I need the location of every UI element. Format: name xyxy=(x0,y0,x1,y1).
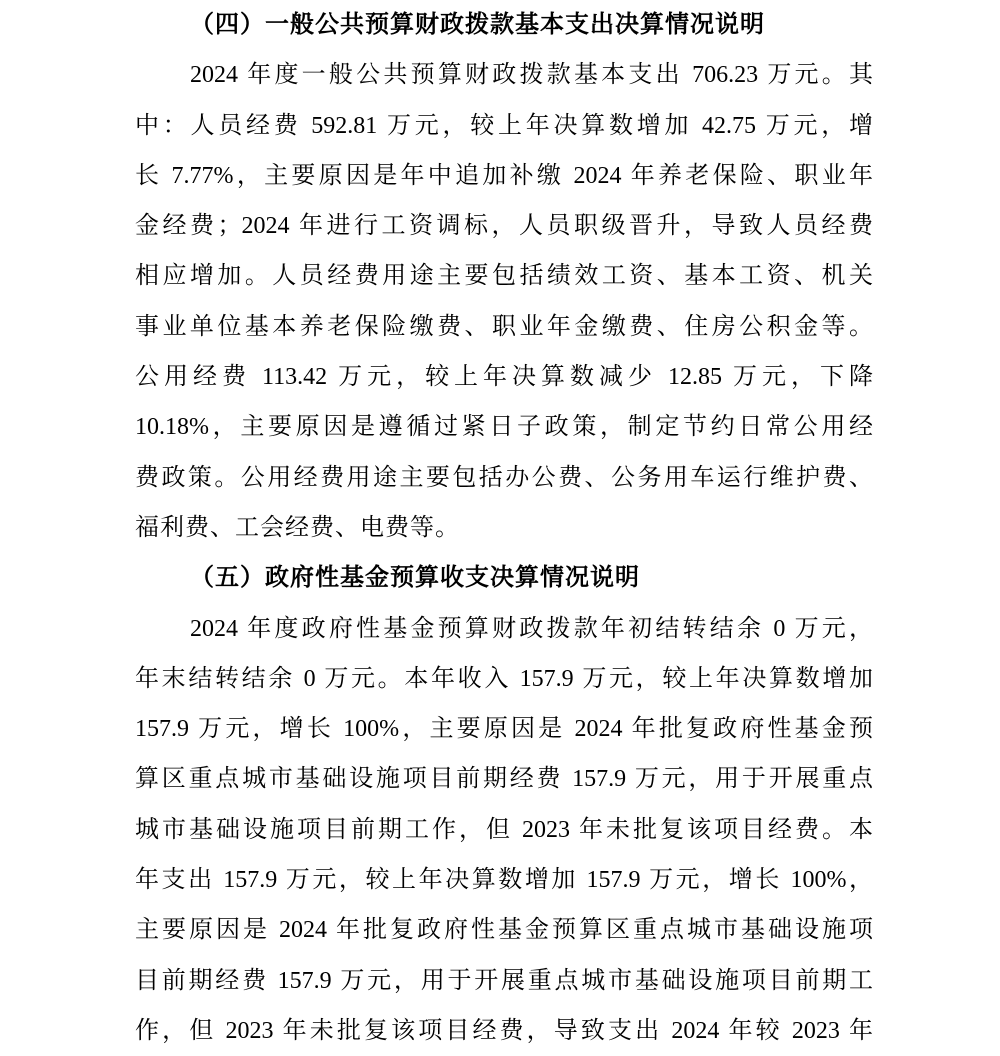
document-line: 事业单位基本养老保险缴费、职业年金缴费、住房公积金等。 xyxy=(135,313,873,340)
document-line: 中：人员经费 592.81 万元，较上年决算数增加 42.75 万元，增 xyxy=(135,112,873,139)
document-line: 金经费；2024 年进行工资调标，人员职级晋升，导致人员经费 xyxy=(135,213,873,240)
document-line: 主要原因是 2024 年批复政府性基金预算区重点城市基础设施项 xyxy=(135,917,873,944)
document-line: 10.18%，主要原因是遵循过紧日子政策，制定节约日常公用经 xyxy=(135,414,873,441)
document-line: 157.9 万元，增长 100%，主要原因是 2024 年批复政府性基金预 xyxy=(135,716,873,743)
document-line: 长 7.77%，主要原因是年中追加补缴 2024 年养老保险、职业年 xyxy=(135,162,873,189)
document-line: 福利费、工会经费、电费等。 xyxy=(135,514,460,541)
document-line: 作，但 2023 年未批复该项目经费，导致支出 2024 年较 2023 年 xyxy=(135,1017,873,1044)
document-line: 相应增加。人员经费用途主要包括绩效工资、基本工资、机关 xyxy=(135,263,873,290)
document-line: 年支出 157.9 万元，较上年决算数增加 157.9 万元，增长 100%， xyxy=(135,867,873,894)
document-line: （五）政府性基金预算收支决算情况说明 xyxy=(190,565,640,592)
document-line: 2024 年度一般公共预算财政拨款基本支出 706.23 万元。其 xyxy=(190,62,873,89)
document-line: 费政策。公用经费用途主要包括办公费、公务用车运行维护费、 xyxy=(135,464,873,491)
document-line: 目前期经费 157.9 万元，用于开展重点城市基础设施项目前期工 xyxy=(135,967,873,994)
document-line: （四）一般公共预算财政拨款基本支出决算情况说明 xyxy=(190,12,765,38)
document-line: 年末结转结余 0 万元。本年收入 157.9 万元，较上年决算数增加 xyxy=(135,665,873,692)
document-line: 算区重点城市基础设施项目前期经费 157.9 万元，用于开展重点 xyxy=(135,766,873,793)
document-line: 城市基础设施项目前期工作，但 2023 年未批复该项目经费。本 xyxy=(135,816,873,843)
document-line: 2024 年度政府性基金预算财政拨款年初结转结余 0 万元， xyxy=(190,615,873,642)
document-line: 公用经费 113.42 万元，较上年决算数减少 12.85 万元，下降 xyxy=(135,364,873,391)
